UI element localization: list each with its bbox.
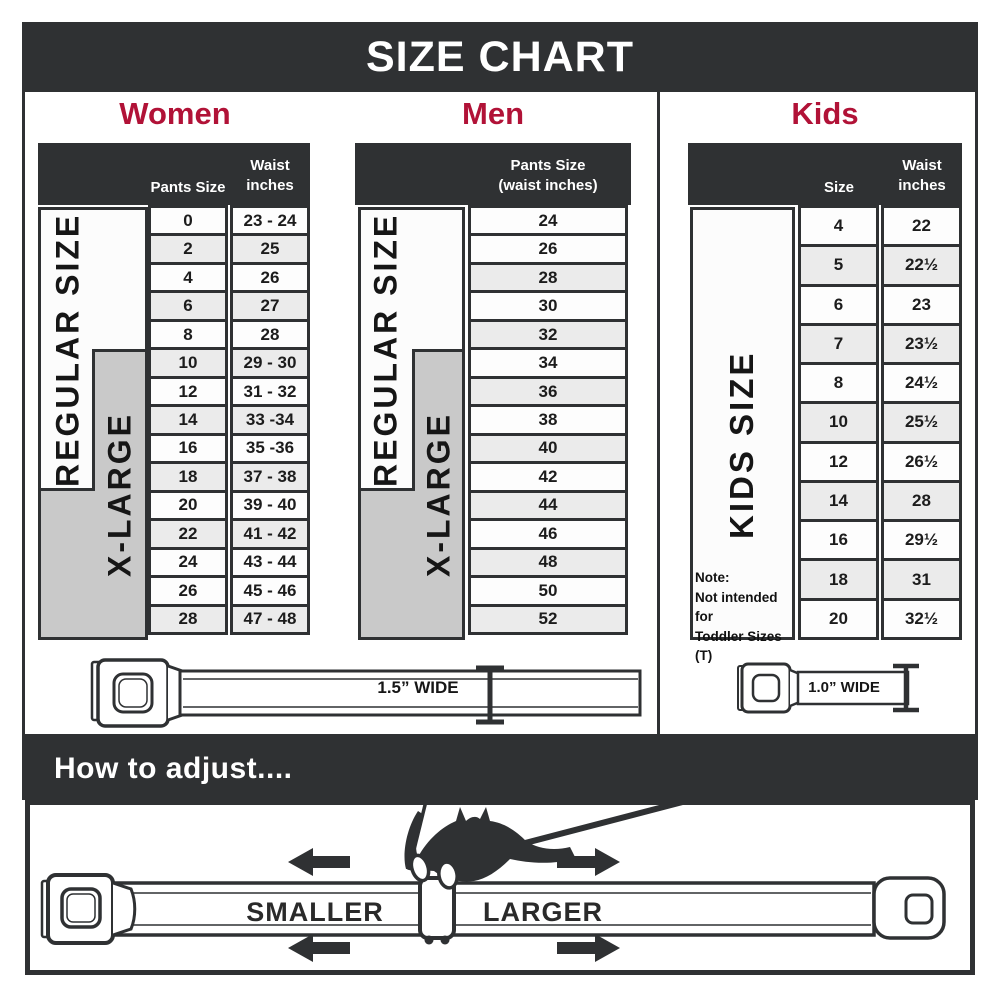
adjust-illustration (30, 805, 970, 970)
men-xlarge-label: X-LARGE (420, 412, 457, 578)
kids-belt-width-label: 1.0” WIDE (808, 678, 880, 696)
table-row (468, 575, 628, 606)
waist-cell: 43 - 44 (230, 547, 310, 578)
waist-cell: 29½ (881, 519, 962, 561)
waist-cell: 29 - 30 (230, 347, 310, 378)
size-cell: 26 (468, 233, 628, 264)
waist-cell: 25 (230, 233, 310, 264)
kids-note (695, 568, 793, 666)
table-row (148, 461, 310, 492)
men-col-header-line1: Pants Size (510, 157, 586, 174)
table-row (468, 262, 628, 293)
table-row (798, 323, 962, 365)
waist-cell: 25½ (881, 401, 962, 443)
kids-col1-header: Size (823, 179, 854, 196)
size-cell: 8 (148, 319, 228, 350)
waist-cell: 22½ (881, 244, 962, 286)
kids-table-header (688, 143, 962, 205)
size-cell: 14 (148, 404, 228, 435)
page-title: SIZE CHART (366, 32, 634, 81)
banner (22, 22, 978, 92)
size-cell: 12 (798, 441, 879, 483)
waist-cell: 35 -36 (230, 433, 310, 464)
size-cell: 10 (798, 401, 879, 443)
table-row (798, 441, 962, 483)
waist-cell: 31 - 32 (230, 376, 310, 407)
table-row (798, 284, 962, 326)
table-row (468, 404, 628, 435)
kids-col2-header-line2: inches (898, 177, 946, 194)
size-cell: 34 (468, 347, 628, 378)
waist-cell: 28 (881, 480, 962, 522)
women-col2-header-line2: inches (246, 177, 294, 194)
table-row (798, 362, 962, 404)
table-row (798, 558, 962, 600)
how-to-adjust-bar (22, 737, 978, 800)
table-row (468, 319, 628, 350)
size-cell: 18 (798, 558, 879, 600)
table-row (468, 376, 628, 407)
table-row (468, 233, 628, 264)
kids-col2-header-line1: Waist (902, 157, 942, 174)
size-cell: 24 (148, 547, 228, 578)
size-cell: 26 (148, 575, 228, 606)
women-col1-header: Pants Size (150, 179, 226, 196)
size-cell: 6 (148, 290, 228, 321)
kids-heading: Kids (791, 96, 859, 131)
size-cell: 0 (148, 205, 228, 236)
adult-belt-illustration (40, 648, 650, 736)
waist-cell: 23 (881, 284, 962, 326)
waist-cell: 26½ (881, 441, 962, 483)
table-row (148, 262, 310, 293)
arrow-left-icon (288, 934, 350, 962)
size-cell: 8 (798, 362, 879, 404)
table-row (468, 490, 628, 521)
size-cell: 16 (148, 433, 228, 464)
arrow-left-icon (288, 848, 350, 876)
size-cell: 4 (798, 205, 879, 247)
waist-cell: 47 - 48 (230, 604, 310, 635)
table-row (148, 490, 310, 521)
table-row (148, 205, 310, 236)
men-heading: Men (462, 96, 524, 131)
size-cell: 32 (468, 319, 628, 350)
size-cell: 48 (468, 547, 628, 578)
table-row (798, 205, 962, 247)
seatbelt-buckle-icon (738, 664, 805, 712)
table-row (468, 347, 628, 378)
table-row (148, 547, 310, 578)
size-cell: 44 (468, 490, 628, 521)
size-cell: 46 (468, 518, 628, 549)
waist-cell: 39 - 40 (230, 490, 310, 521)
adjust-illustration-frame (25, 800, 975, 975)
size-cell: 6 (798, 284, 879, 326)
size-cell: 12 (148, 376, 228, 407)
women-table-body (148, 205, 310, 635)
women-regular-size-label: REGULAR SIZE (49, 212, 86, 488)
how-to-adjust-title: How to adjust.... (54, 751, 293, 785)
smaller-label: SMALLER (246, 897, 384, 927)
waist-cell: 31 (881, 558, 962, 600)
size-cell: 20 (798, 598, 879, 640)
waist-cell: 45 - 46 (230, 575, 310, 606)
men-table-header (355, 143, 631, 205)
size-cell: 40 (468, 433, 628, 464)
women-heading: Women (119, 96, 231, 131)
size-cell: 5 (798, 244, 879, 286)
arrow-right-icon (557, 934, 620, 962)
size-cell: 2 (148, 233, 228, 264)
size-cell: 18 (148, 461, 228, 492)
size-cell: 22 (148, 518, 228, 549)
table-row (468, 604, 628, 635)
kids-size-label: KIDS SIZE (723, 350, 760, 540)
table-row (148, 319, 310, 350)
size-cell: 38 (468, 404, 628, 435)
men-col-header-line2: (waist inches) (498, 177, 598, 194)
size-cell: 36 (468, 376, 628, 407)
waist-cell: 24½ (881, 362, 962, 404)
waist-cell: 37 - 38 (230, 461, 310, 492)
waist-cell: 22 (881, 205, 962, 247)
table-row (468, 461, 628, 492)
men-regular-size-label: REGULAR SIZE (367, 212, 404, 488)
table-row (798, 480, 962, 522)
kids-note-line2: Not intended for (695, 589, 778, 625)
waist-cell: 33 -34 (230, 404, 310, 435)
waist-cell: 23½ (881, 323, 962, 365)
waist-cell: 27 (230, 290, 310, 321)
table-row (148, 376, 310, 407)
seatbelt-buckle-icon (42, 875, 135, 943)
size-cell: 50 (468, 575, 628, 606)
men-table-body (468, 205, 628, 635)
waist-cell: 41 - 42 (230, 518, 310, 549)
women-col2-header-line1: Waist (250, 157, 290, 174)
belt-tip (874, 878, 944, 938)
kids-note-line3: Toddler Sizes (T) (695, 628, 782, 664)
waist-cell: 23 - 24 (230, 205, 310, 236)
size-cell: 28 (468, 262, 628, 293)
size-cell: 30 (468, 290, 628, 321)
table-row (798, 519, 962, 561)
women-table-header (38, 143, 310, 205)
size-cell: 10 (148, 347, 228, 378)
women-xlarge-label: X-LARGE (101, 412, 138, 578)
table-row (148, 604, 310, 635)
table-row (148, 347, 310, 378)
size-cell: 16 (798, 519, 879, 561)
seatbelt-buckle-icon (92, 660, 190, 726)
table-row (148, 290, 310, 321)
table-row (798, 401, 962, 443)
kids-table-body (798, 205, 962, 640)
waist-cell: 26 (230, 262, 310, 293)
table-row (468, 547, 628, 578)
size-cell: 28 (148, 604, 228, 635)
table-row (468, 433, 628, 464)
kids-note-line1: Note: (695, 570, 730, 585)
table-row (468, 290, 628, 321)
table-row (148, 433, 310, 464)
table-row (148, 233, 310, 264)
size-cell: 24 (468, 205, 628, 236)
size-cell: 42 (468, 461, 628, 492)
table-row (798, 244, 962, 286)
size-cell: 14 (798, 480, 879, 522)
table-row (148, 575, 310, 606)
table-row (148, 518, 310, 549)
table-row (798, 598, 962, 640)
waist-cell: 28 (230, 319, 310, 350)
size-cell: 7 (798, 323, 879, 365)
table-row (148, 404, 310, 435)
table-row (468, 518, 628, 549)
adult-belt-width-label: 1.5” WIDE (377, 678, 459, 697)
size-cell: 4 (148, 262, 228, 293)
waist-cell: 32½ (881, 598, 962, 640)
larger-label: LARGER (483, 897, 603, 927)
panel-divider (657, 92, 660, 737)
size-cell: 20 (148, 490, 228, 521)
size-cell: 52 (468, 604, 628, 635)
table-row (468, 205, 628, 236)
